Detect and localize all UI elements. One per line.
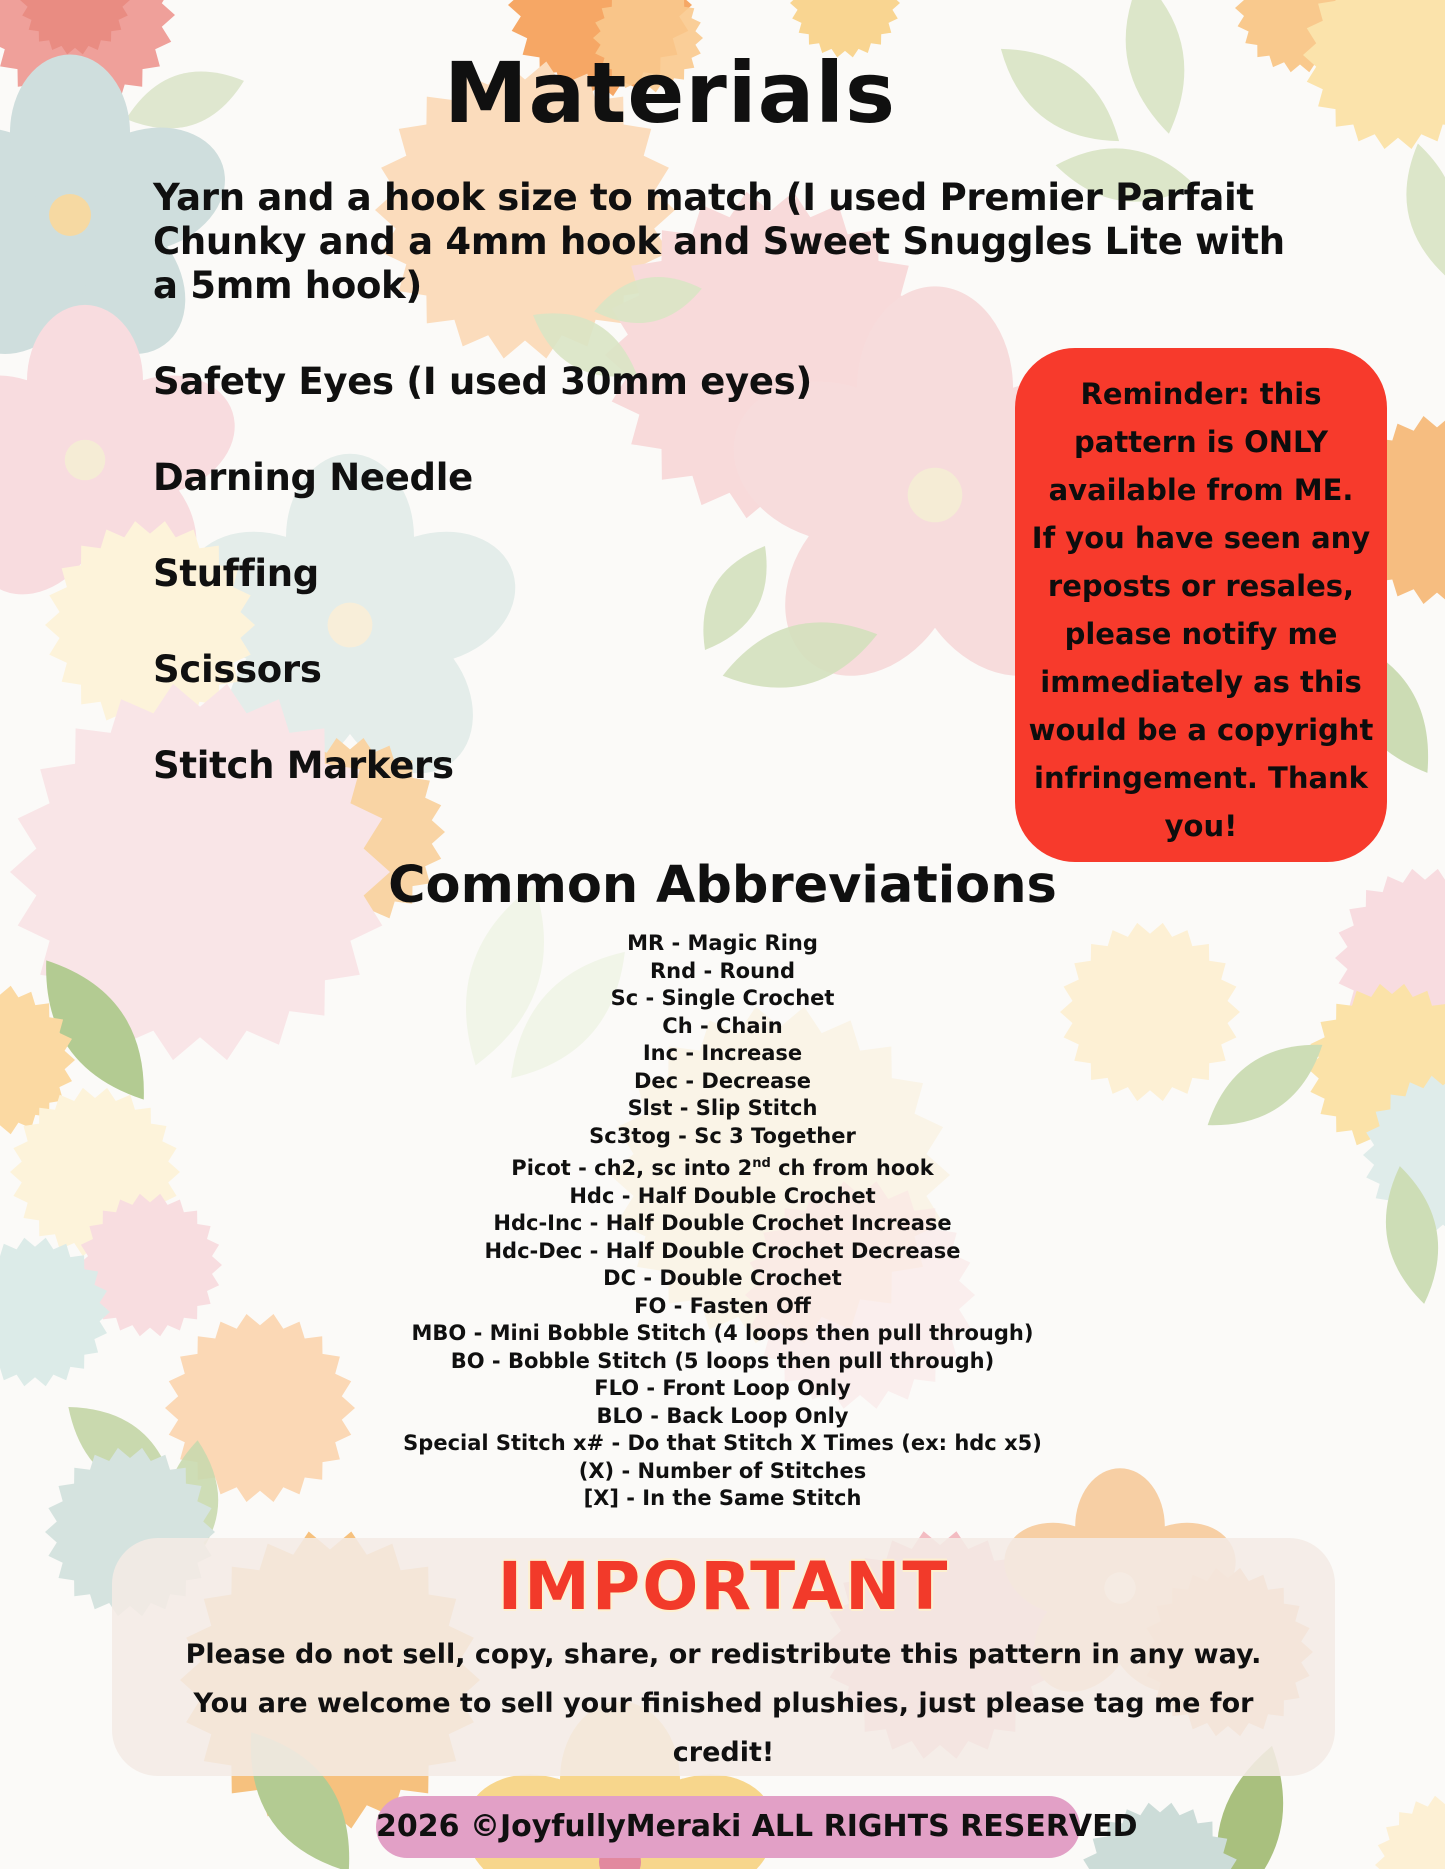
important-line: credit! (672, 1737, 775, 1768)
abbreviations-heading: Common Abbreviations (388, 856, 1057, 915)
abbreviation-item: Special Stitch x# - Do that Stitch X Times (ex: hdc x5) (403, 1431, 1042, 1455)
reminder-line: infringement. Thank (1034, 761, 1368, 795)
abbreviation-item: Hdc-Inc - Half Double Crochet Increase (493, 1211, 952, 1235)
copyright-reminder-box (1015, 348, 1387, 862)
materials-intro-line: a 5mm hook) (153, 264, 422, 307)
abbreviation-item: [X] - In the Same Stitch (583, 1486, 862, 1510)
reminder-line: please notify me (1064, 617, 1338, 651)
leaf-shape (1394, 138, 1445, 281)
important-heading: IMPORTANT (497, 1548, 950, 1625)
flower-shape (1375, 1796, 1445, 1869)
abbreviation-item: Hdc - Half Double Crochet (569, 1183, 876, 1208)
footer-pill (376, 1796, 1138, 1858)
materials-intro-line: Yarn and a hook size to match (I used Premier Parfait (153, 176, 1254, 219)
material-item: Stuffing (153, 552, 319, 595)
abbreviation-item: Hdc-Dec - Half Double Crochet Decrease (484, 1238, 961, 1263)
reminder-line: available from ME. (1048, 473, 1354, 507)
abbreviation-item: Dec - Decrease (633, 1068, 812, 1093)
material-item: Darning Needle (153, 456, 473, 499)
copyright-text: 2026 ©JoyfullyMeraki ALL RIGHTS RESERVED (376, 1809, 1138, 1844)
abbreviations-list (0, 930, 1445, 1513)
abbreviation-item: MBO - Mini Bobble Stitch (4 loops then pull through) (411, 1321, 1034, 1345)
reminder-line: reposts or resales, (1047, 569, 1355, 603)
reminder-line: immediately as this (1040, 665, 1362, 699)
reminder-line: Reminder: this (1080, 377, 1322, 411)
reminder-line: you! (1164, 809, 1238, 843)
abbreviation-item: (X) - Number of Stitches (578, 1458, 867, 1483)
abbreviation-item: FO - Fasten Off (634, 1293, 811, 1318)
copyright-reminder-text (1015, 370, 1387, 850)
page-title: Materials (443, 44, 897, 142)
abbreviation-item: Rnd - Round (649, 958, 796, 983)
abbreviation-item: BO - Bobble Stitch (5 loops then pull through) (450, 1348, 995, 1373)
abbreviation-item: BLO - Back Loop Only (596, 1403, 849, 1428)
important-line: Please do not sell, copy, share, or redistribute this pattern in any way. (185, 1639, 1262, 1670)
reminder-line: If you have seen any (1031, 521, 1371, 555)
abbreviation-item: Sc - Single Crochet (610, 986, 835, 1010)
materials-intro (153, 176, 1285, 308)
abbreviation-item: FLO - Front Loop Only (594, 1376, 851, 1400)
material-item: Scissors (153, 648, 322, 691)
important-text (112, 1630, 1335, 1777)
reminder-line: pattern is ONLY (1074, 425, 1328, 459)
materials-intro-line: Chunky and a 4mm hook and Sweet Snuggles Lite with (153, 220, 1285, 263)
abbreviation-item: Ch - Chain (662, 1013, 783, 1038)
abbreviation-item: Picot - ch2, sc into 2nd ch from hook (511, 1156, 934, 1180)
material-item: Safety Eyes (I used 30mm eyes) (153, 360, 812, 403)
abbreviation-item: Slst - Slip Stitch (627, 1096, 818, 1120)
abbreviation-item: Inc - Increase (642, 1041, 803, 1065)
material-item: Stitch Markers (153, 744, 454, 787)
important-line: You are welcome to sell your finished plushies, just please tag me for (193, 1688, 1254, 1719)
reminder-line: would be a copyright (1028, 713, 1374, 747)
important-panel (112, 1538, 1335, 1776)
abbreviation-item: Sc3tog - Sc 3 Together (589, 1123, 856, 1148)
abbreviation-item: DC - Double Crochet (603, 1266, 842, 1290)
abbreviation-item: MR - Magic Ring (627, 931, 818, 955)
